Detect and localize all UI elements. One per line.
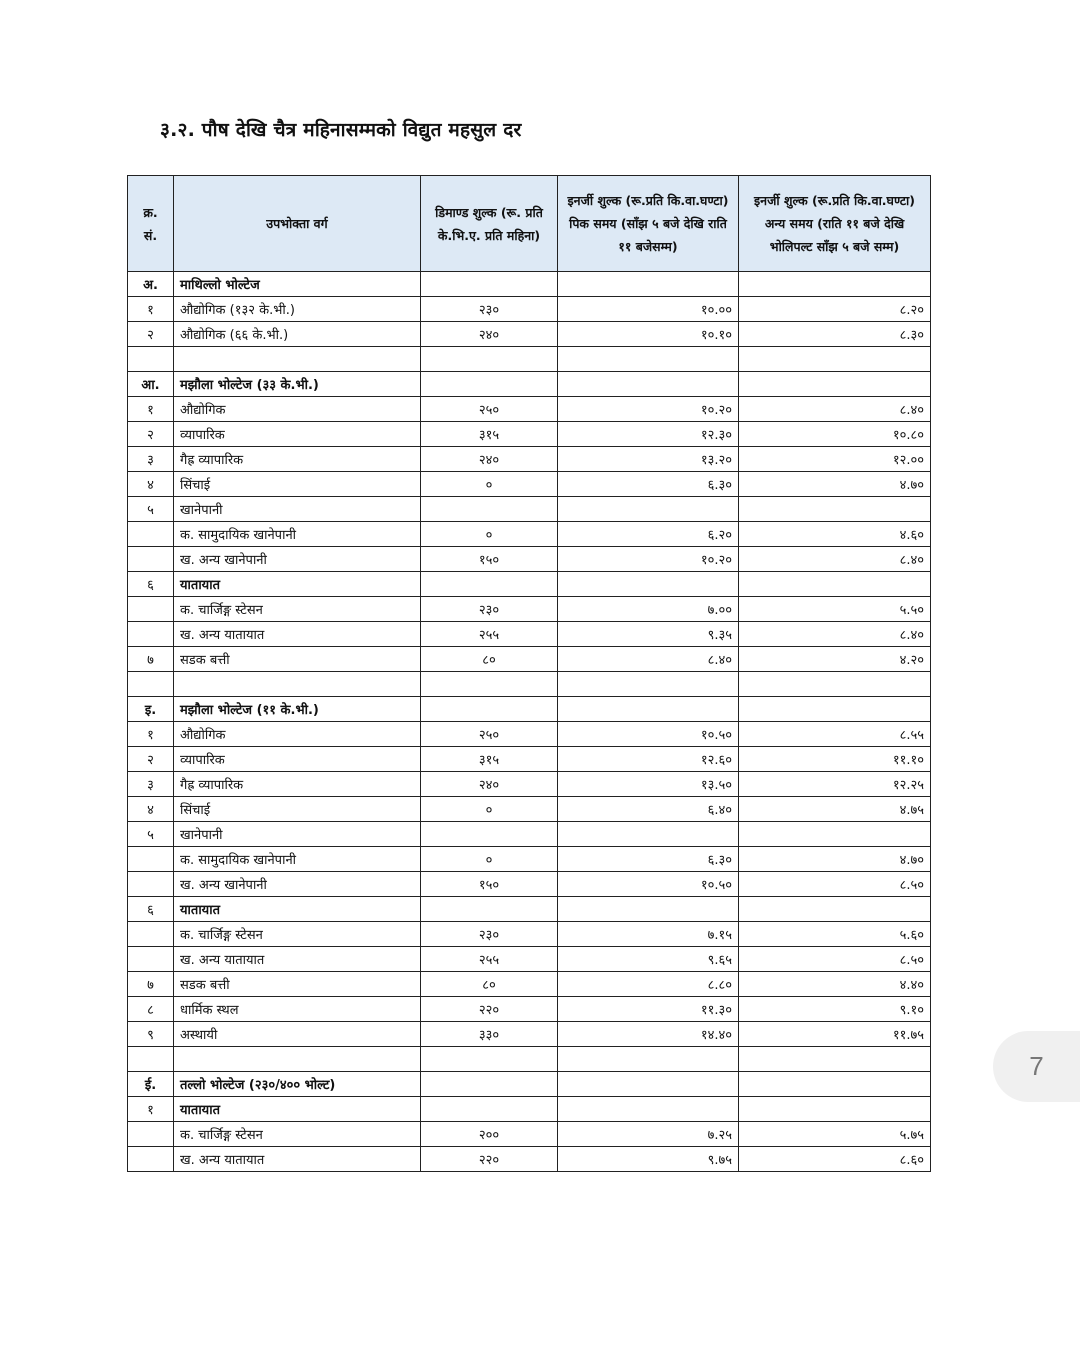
category-cell: तल्लो भोल्टेज (२३०/४०० भोल्ट) — [174, 1072, 421, 1097]
header-serial-number: क्र. सं. — [128, 176, 174, 272]
category-cell: व्यापारिक — [174, 747, 421, 772]
serial-cell — [128, 1122, 174, 1147]
serial-cell: १ — [128, 722, 174, 747]
demand-cell: ० — [421, 522, 558, 547]
offpeak-cell: १२.०० — [739, 447, 931, 472]
demand-cell: २५५ — [421, 622, 558, 647]
category-cell: खानेपानी — [174, 822, 421, 847]
header-consumer-category: उपभोक्ता वर्ग — [174, 176, 421, 272]
table-row — [128, 347, 931, 372]
peak-cell: ११.३० — [558, 997, 739, 1022]
offpeak-cell — [739, 272, 931, 297]
category-cell: औद्योगिक — [174, 397, 421, 422]
serial-cell — [128, 547, 174, 572]
peak-cell — [558, 347, 739, 372]
category-cell: क. चार्जिङ्ग स्टेसन — [174, 1122, 421, 1147]
demand-cell — [421, 347, 558, 372]
demand-cell: २५० — [421, 722, 558, 747]
category-cell: माथिल्लो भोल्टेज — [174, 272, 421, 297]
peak-cell — [558, 572, 739, 597]
peak-cell: १०.२० — [558, 397, 739, 422]
offpeak-cell: ५.७५ — [739, 1122, 931, 1147]
category-cell: औद्योगिक (१३२ के.भी.) — [174, 297, 421, 322]
demand-cell: ० — [421, 472, 558, 497]
tariff-table — [127, 175, 931, 1172]
table-row — [128, 372, 931, 397]
peak-cell: ७.२५ — [558, 1122, 739, 1147]
demand-cell — [421, 672, 558, 697]
table-row — [128, 1097, 931, 1122]
table-row — [128, 847, 931, 872]
table-row — [128, 572, 931, 597]
peak-cell — [558, 1047, 739, 1072]
table-row — [128, 522, 931, 547]
demand-cell: ८० — [421, 972, 558, 997]
category-cell: मझौला भोल्टेज (११ के.भी.) — [174, 697, 421, 722]
serial-cell — [128, 947, 174, 972]
demand-cell — [421, 822, 558, 847]
serial-cell: ४ — [128, 472, 174, 497]
demand-cell: ० — [421, 797, 558, 822]
peak-cell — [558, 672, 739, 697]
category-cell: गैह्र व्यापारिक — [174, 772, 421, 797]
serial-cell: ९ — [128, 1022, 174, 1047]
demand-cell: १५० — [421, 872, 558, 897]
demand-cell — [421, 372, 558, 397]
demand-cell — [421, 1097, 558, 1122]
serial-cell: इ. — [128, 697, 174, 722]
category-cell: गैह्र व्यापारिक — [174, 447, 421, 472]
serial-cell: ७ — [128, 972, 174, 997]
table-row — [128, 272, 931, 297]
demand-cell — [421, 897, 558, 922]
category-cell: क. सामुदायिक खानेपानी — [174, 522, 421, 547]
serial-cell: १ — [128, 1097, 174, 1122]
category-cell: सिंचाई — [174, 797, 421, 822]
serial-cell: ५ — [128, 822, 174, 847]
demand-cell: २४० — [421, 447, 558, 472]
peak-cell: १०.५० — [558, 722, 739, 747]
offpeak-cell: ८.४० — [739, 397, 931, 422]
category-cell: मझौला भोल्टेज (३३ के.भी.) — [174, 372, 421, 397]
peak-cell: ९.६५ — [558, 947, 739, 972]
category-cell: ख. अन्य यातायात — [174, 1147, 421, 1172]
category-cell: औद्योगिक — [174, 722, 421, 747]
offpeak-cell — [739, 572, 931, 597]
table-row — [128, 747, 931, 772]
peak-cell: १०.०० — [558, 297, 739, 322]
peak-cell: १०.१० — [558, 322, 739, 347]
demand-cell — [421, 572, 558, 597]
peak-cell: ६.३० — [558, 472, 739, 497]
peak-cell: १४.४० — [558, 1022, 739, 1047]
offpeak-cell: ४.६० — [739, 522, 931, 547]
category-cell: अस्थायी — [174, 1022, 421, 1047]
offpeak-cell: ८.३० — [739, 322, 931, 347]
offpeak-cell — [739, 897, 931, 922]
serial-cell — [128, 1147, 174, 1172]
serial-cell — [128, 1047, 174, 1072]
peak-cell — [558, 822, 739, 847]
serial-cell — [128, 522, 174, 547]
peak-cell: ६.३० — [558, 847, 739, 872]
category-cell: ख. अन्य यातायात — [174, 622, 421, 647]
offpeak-cell: ८.२० — [739, 297, 931, 322]
demand-cell: १५० — [421, 547, 558, 572]
demand-cell: २३० — [421, 922, 558, 947]
serial-cell: ४ — [128, 797, 174, 822]
offpeak-cell: ११.७५ — [739, 1022, 931, 1047]
category-cell: क. चार्जिङ्ग स्टेसन — [174, 597, 421, 622]
serial-cell: ६ — [128, 572, 174, 597]
peak-cell — [558, 372, 739, 397]
peak-cell: १०.५० — [558, 872, 739, 897]
category-cell: धार्मिक स्थल — [174, 997, 421, 1022]
offpeak-cell: १२.२५ — [739, 772, 931, 797]
table-row — [128, 1072, 931, 1097]
offpeak-cell: ४.४० — [739, 972, 931, 997]
category-cell: सिंचाई — [174, 472, 421, 497]
demand-cell: २४० — [421, 322, 558, 347]
peak-cell: १३.२० — [558, 447, 739, 472]
header-offpeak-energy-charge: इनर्जी शुल्क (रू.प्रति कि.वा.घण्टा) अन्य समय (राति ११ बजे देखि भोलिपल्ट साँझ ५ बजे सम्म) — [739, 176, 931, 272]
serial-cell — [128, 922, 174, 947]
demand-cell: ८० — [421, 647, 558, 672]
table-row — [128, 772, 931, 797]
serial-cell — [128, 872, 174, 897]
table-row — [128, 797, 931, 822]
offpeak-cell — [739, 372, 931, 397]
demand-cell — [421, 497, 558, 522]
category-cell: ख. अन्य खानेपानी — [174, 547, 421, 572]
category-cell: ख. अन्य खानेपानी — [174, 872, 421, 897]
serial-cell: २ — [128, 422, 174, 447]
offpeak-cell: १०.८० — [739, 422, 931, 447]
serial-cell: २ — [128, 747, 174, 772]
demand-cell — [421, 1047, 558, 1072]
peak-cell: ७.०० — [558, 597, 739, 622]
demand-cell: २४० — [421, 772, 558, 797]
table-row — [128, 1122, 931, 1147]
offpeak-cell — [739, 822, 931, 847]
offpeak-cell: ४.७५ — [739, 797, 931, 822]
peak-cell — [558, 1097, 739, 1122]
category-cell: व्यापारिक — [174, 422, 421, 447]
table-row — [128, 822, 931, 847]
serial-cell: आ. — [128, 372, 174, 397]
table-row — [128, 422, 931, 447]
offpeak-cell: ८.५५ — [739, 722, 931, 747]
offpeak-cell — [739, 1047, 931, 1072]
table-row — [128, 1147, 931, 1172]
category-cell — [174, 672, 421, 697]
demand-cell: ३१५ — [421, 422, 558, 447]
peak-cell: ६.२० — [558, 522, 739, 547]
category-cell — [174, 1047, 421, 1072]
offpeak-cell — [739, 672, 931, 697]
serial-cell — [128, 847, 174, 872]
header-demand-charge: डिमाण्ड शुल्क (रू. प्रति के.भि.ए. प्रति महिना) — [421, 176, 558, 272]
demand-cell: २५५ — [421, 947, 558, 972]
table-row — [128, 1047, 931, 1072]
peak-cell: ८.४० — [558, 647, 739, 672]
offpeak-cell: ४.२० — [739, 647, 931, 672]
category-cell: यातायात — [174, 1097, 421, 1122]
offpeak-cell — [739, 697, 931, 722]
category-cell: औद्योगिक (६६ के.भी.) — [174, 322, 421, 347]
serial-cell: १ — [128, 397, 174, 422]
table-row — [128, 597, 931, 622]
serial-cell: ई. — [128, 1072, 174, 1097]
demand-cell: ३३० — [421, 1022, 558, 1047]
offpeak-cell: ११.१० — [739, 747, 931, 772]
offpeak-cell: ५.५० — [739, 597, 931, 622]
offpeak-cell — [739, 497, 931, 522]
table-header-row — [128, 176, 931, 272]
category-cell — [174, 347, 421, 372]
category-cell: ख. अन्य यातायात — [174, 947, 421, 972]
page-number-tab — [993, 1031, 1080, 1102]
peak-cell — [558, 897, 739, 922]
table-row — [128, 447, 931, 472]
peak-cell: १०.२० — [558, 547, 739, 572]
demand-cell — [421, 697, 558, 722]
peak-cell — [558, 697, 739, 722]
peak-cell: ६.४० — [558, 797, 739, 822]
serial-cell — [128, 347, 174, 372]
category-cell: यातायात — [174, 572, 421, 597]
offpeak-cell: ५.६० — [739, 922, 931, 947]
serial-cell: ५ — [128, 497, 174, 522]
offpeak-cell — [739, 347, 931, 372]
table-row — [128, 672, 931, 697]
table-body — [128, 272, 931, 1172]
table-row — [128, 872, 931, 897]
table-row — [128, 972, 931, 997]
demand-cell: २२० — [421, 1147, 558, 1172]
table-row — [128, 622, 931, 647]
peak-cell — [558, 497, 739, 522]
serial-cell: ७ — [128, 647, 174, 672]
demand-cell: ३१५ — [421, 747, 558, 772]
demand-cell — [421, 272, 558, 297]
table-row — [128, 497, 931, 522]
demand-cell: २५० — [421, 397, 558, 422]
offpeak-cell: ८.४० — [739, 547, 931, 572]
header-peak-energy-charge: इनर्जी शुल्क (रू.प्रति कि.वा.घण्टा) पिक समय (साँझ ५ बजे देखि राति ११ बजेसम्म) — [558, 176, 739, 272]
peak-cell: ९.३५ — [558, 622, 739, 647]
demand-cell: २३० — [421, 597, 558, 622]
table-row — [128, 297, 931, 322]
category-cell: खानेपानी — [174, 497, 421, 522]
peak-cell: १३.५० — [558, 772, 739, 797]
table-row — [128, 947, 931, 972]
table-row — [128, 722, 931, 747]
offpeak-cell: ८.५० — [739, 947, 931, 972]
serial-cell: अ. — [128, 272, 174, 297]
table-row — [128, 397, 931, 422]
section-heading: ३.२. पौष देखि चैत्र महिनासम्मको विद्युत महसुल दर — [160, 119, 522, 141]
table-row — [128, 897, 931, 922]
table-row — [128, 697, 931, 722]
serial-cell: ३ — [128, 772, 174, 797]
category-cell: क. सामुदायिक खानेपानी — [174, 847, 421, 872]
offpeak-cell — [739, 1072, 931, 1097]
demand-cell: २२० — [421, 997, 558, 1022]
peak-cell — [558, 1072, 739, 1097]
peak-cell: १२.६० — [558, 747, 739, 772]
table-row — [128, 472, 931, 497]
demand-cell — [421, 1072, 558, 1097]
serial-cell — [128, 597, 174, 622]
serial-cell — [128, 622, 174, 647]
offpeak-cell — [739, 1097, 931, 1122]
category-cell: यातायात — [174, 897, 421, 922]
peak-cell: १२.३० — [558, 422, 739, 447]
category-cell: सडक बत्ती — [174, 972, 421, 997]
table-row — [128, 997, 931, 1022]
offpeak-cell: ८.५० — [739, 872, 931, 897]
table-row — [128, 547, 931, 572]
table-row — [128, 922, 931, 947]
serial-cell: ६ — [128, 897, 174, 922]
table-row — [128, 1022, 931, 1047]
table-row — [128, 647, 931, 672]
peak-cell: ७.१५ — [558, 922, 739, 947]
peak-cell: ८.८० — [558, 972, 739, 997]
offpeak-cell: ९.१० — [739, 997, 931, 1022]
offpeak-cell: ४.७० — [739, 847, 931, 872]
demand-cell: २३० — [421, 297, 558, 322]
serial-cell: ३ — [128, 447, 174, 472]
category-cell: सडक बत्ती — [174, 647, 421, 672]
category-cell: क. चार्जिङ्ग स्टेसन — [174, 922, 421, 947]
demand-cell: २०० — [421, 1122, 558, 1147]
peak-cell: ९.७५ — [558, 1147, 739, 1172]
serial-cell — [128, 672, 174, 697]
offpeak-cell: ८.६० — [739, 1147, 931, 1172]
table-row — [128, 322, 931, 347]
page-number: 7 — [1029, 1051, 1044, 1081]
peak-cell — [558, 272, 739, 297]
serial-cell: २ — [128, 322, 174, 347]
offpeak-cell: ४.७० — [739, 472, 931, 497]
offpeak-cell: ८.४० — [739, 622, 931, 647]
demand-cell: ० — [421, 847, 558, 872]
serial-cell: ८ — [128, 997, 174, 1022]
serial-cell: १ — [128, 297, 174, 322]
